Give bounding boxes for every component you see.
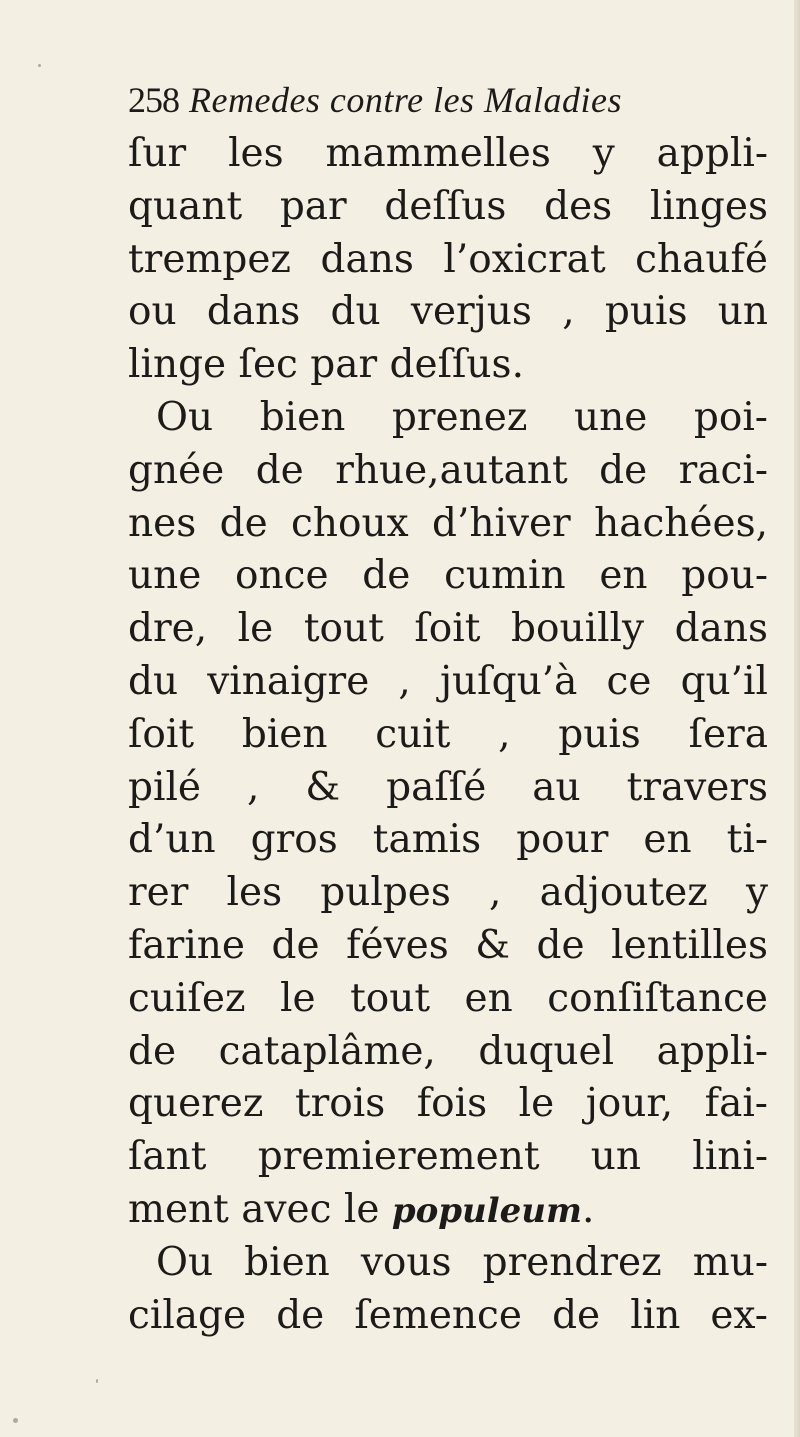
text-line-13: pilé , & paſſé au travers [128,764,768,810]
paper-speck [96,1379,98,1383]
text-line-20: ſant premierement un lini- [128,1134,768,1180]
text-line-6: Ou bien prenez une poi- [156,394,768,440]
text-line-21-suffix: . [582,1186,595,1232]
page-header [128,72,768,128]
page-number: 258 [128,80,179,120]
text-line-7: gnée de rhue,autant de raci- [128,447,768,493]
text-line-2: quant par deſſus des linges [128,183,768,229]
text-line-17: cuiſez le tout en conſiſtance [128,975,768,1021]
paper-speck [13,1418,18,1423]
text-line-3: trempez dans l’oxicrat chaufé [128,236,768,282]
running-head: Remedes contre les Maladies [189,80,623,120]
text-line-21 [128,1184,768,1237]
text-line-8: nes de choux d’hiver hachées, [128,500,768,546]
text-line-22: Ou bien vous prendrez mu- [156,1239,768,1285]
text-line-10: dre, le tout ſoit bouilly dans [128,606,768,652]
text-block [128,72,768,1342]
paper-speck [38,64,41,67]
text-line-4: ou dans du verjus , puis un [128,289,768,335]
text-line-23: cilage de ſemence de lin ex- [128,1292,768,1338]
text-line-19: querez trois fois le jour, fai- [128,1081,768,1127]
text-line-14: d’un gros tamis pour en ti- [128,817,768,863]
text-line-15: rer les pulpes , adjoutez y [128,870,768,916]
text-line-1: ſur les mammelles y appli- [128,131,768,176]
page-edge [794,0,800,1437]
text-line-5: linge ſec par deſſus. [128,342,524,388]
text-line-16: farine de féves & de lentilles [128,922,768,968]
text-line-11: du vinaigre , juſqu’à ce qu’il [128,658,768,704]
text-line-21-prefix: ment avec le [128,1186,392,1232]
text-line-9: une once de cumin en pou- [128,553,768,599]
text-line-12: ſoit bien cuit , puis ſera [128,711,768,757]
italic-term-populeum: populeum [391,1190,582,1231]
text-line-18: de cataplâme, duquel appli- [128,1028,768,1074]
